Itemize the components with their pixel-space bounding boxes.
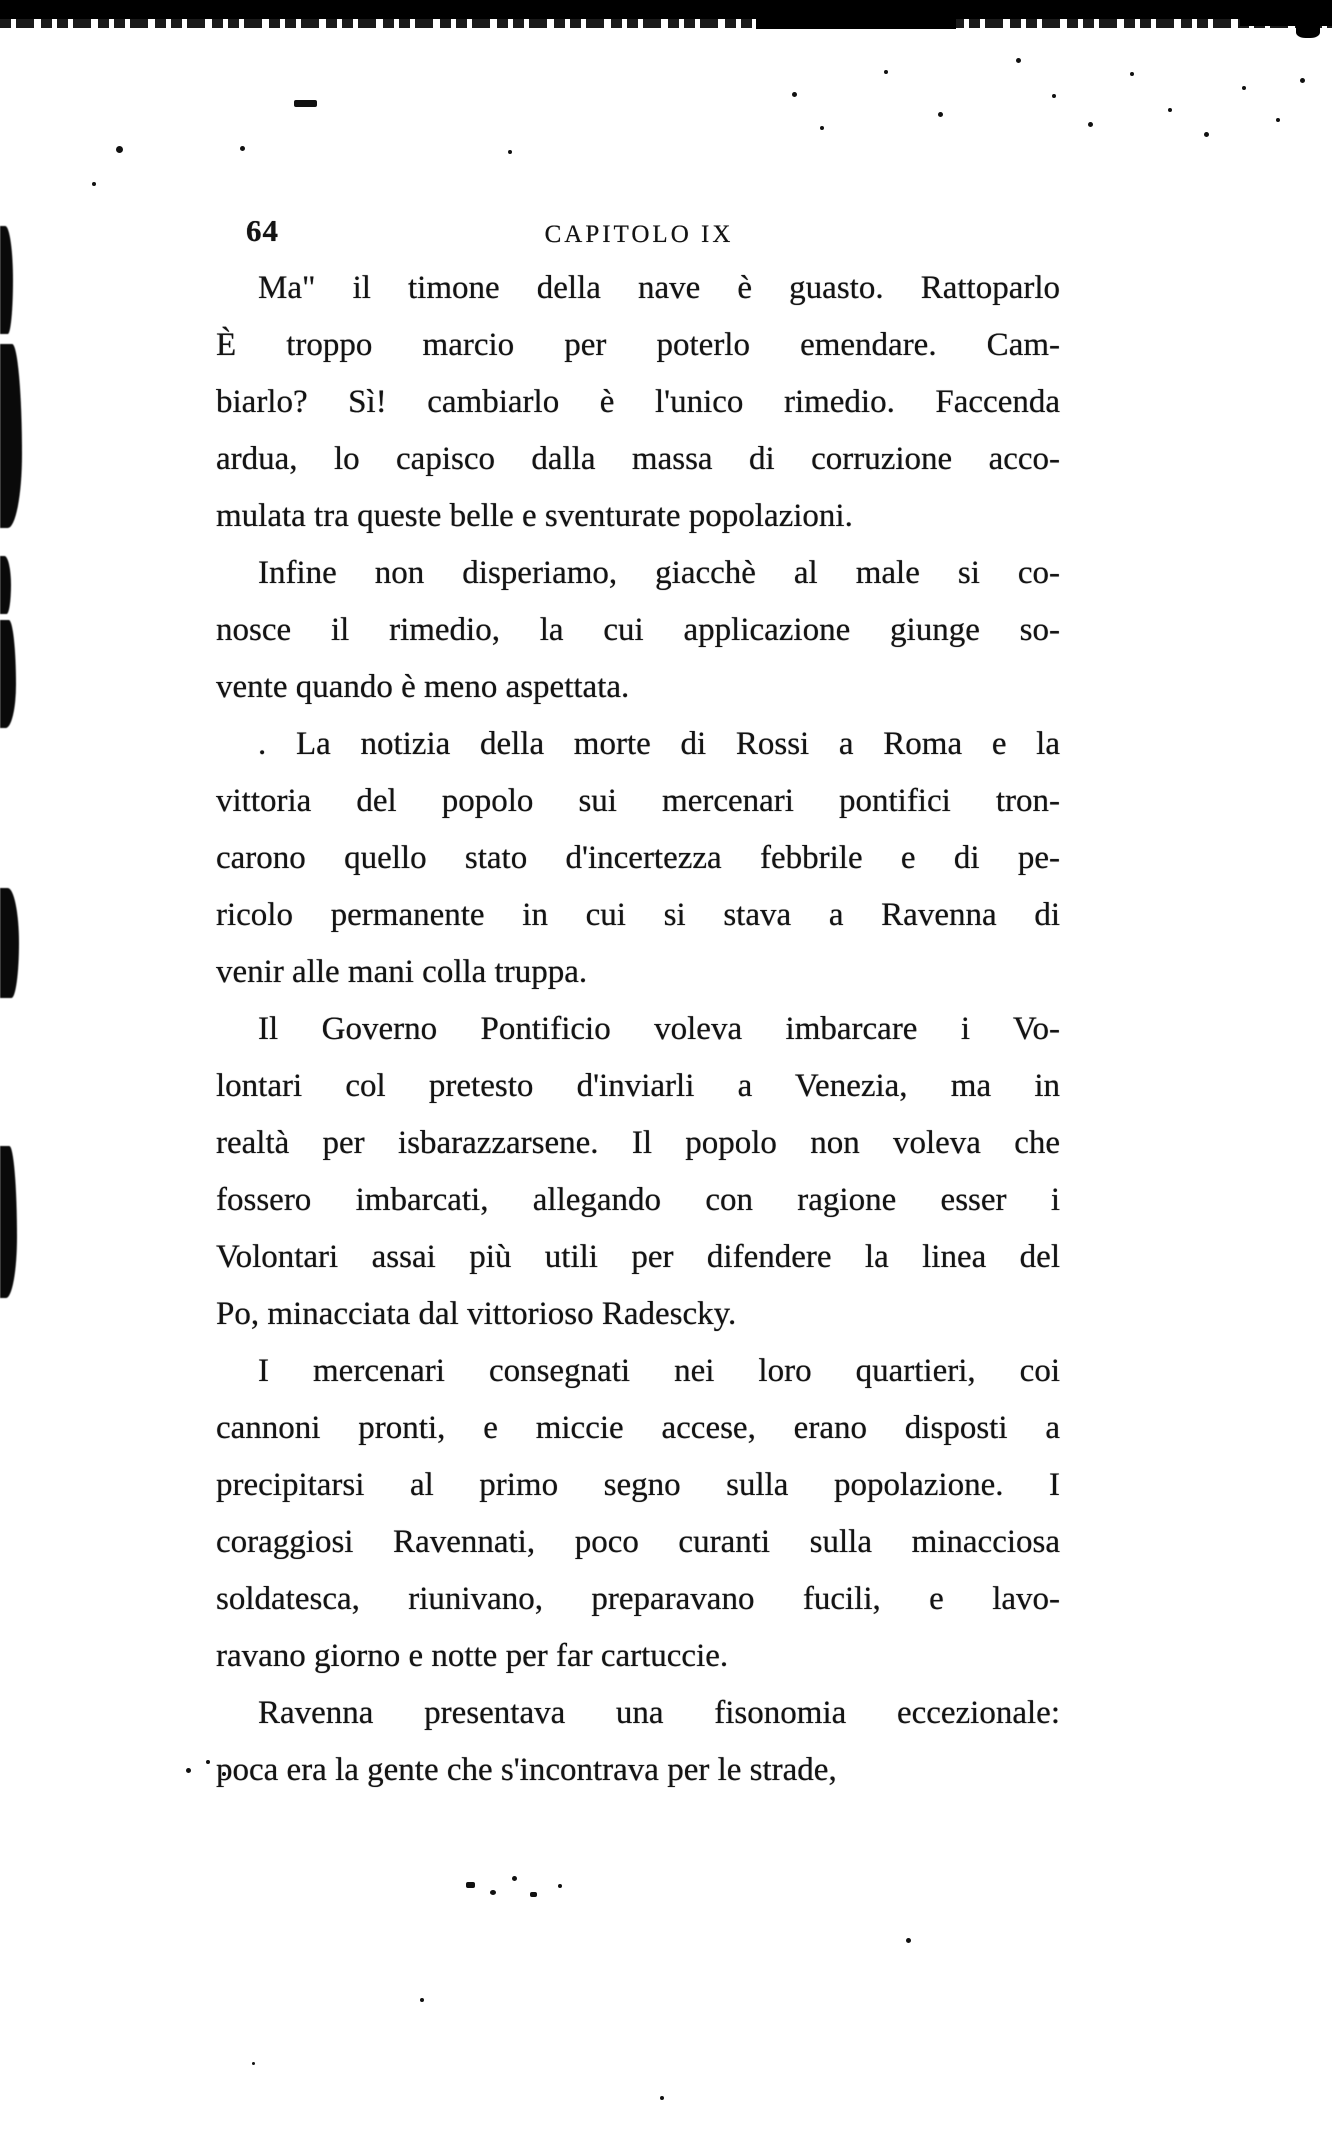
ink-speck (1276, 118, 1280, 122)
ink-speck (252, 2062, 255, 2065)
scan-edge-top (0, 0, 1332, 19)
ink-speck (508, 150, 512, 154)
ink-speck (792, 92, 797, 97)
text-line: biarlo? Sì! cambiarlo è l'unico rimedio. Faccenda (216, 384, 1060, 420)
page-body-text (216, 260, 1060, 1799)
ink-blob (0, 344, 22, 528)
text-line: poca era la gente che s'incontrava per le strade, (216, 1752, 837, 1788)
text-line: Il Governo Pontificio voleva imbarcare i Vo- (258, 1011, 1060, 1047)
ink-blob (0, 1146, 17, 1298)
ink-speck (1204, 132, 1209, 137)
ink-speck (1088, 122, 1093, 127)
text-line: ravano giorno e notte per far cartuccie. (216, 1638, 729, 1674)
ink-blob (0, 620, 16, 728)
ink-speck (1242, 86, 1246, 90)
text-line: realtà per isbarazzarsene. Il popolo non voleva che (216, 1125, 1060, 1161)
ink-speck (116, 146, 123, 153)
ink-speck (1052, 94, 1056, 98)
ink-speck (240, 146, 245, 151)
ink-speck (820, 126, 824, 130)
text-line: precipitarsi al primo segno sulla popolazione. I (216, 1467, 1060, 1503)
ink-speck (92, 182, 96, 186)
ink-speck (294, 100, 317, 107)
ink-speck (420, 1998, 424, 2002)
paragraph (216, 1001, 1060, 1343)
paragraph (216, 1343, 1060, 1685)
ink-speck (938, 112, 943, 117)
scan-edge-bulge (756, 0, 956, 29)
text-line: cannoni pronti, e miccie accese, erano disposti a (216, 1410, 1060, 1446)
paragraph (216, 545, 1060, 716)
page-number: 64 (246, 213, 279, 248)
paragraph (216, 716, 1060, 1001)
ink-speck (906, 1938, 911, 1943)
text-line: mulata tra queste belle e sventurate popolazioni. (216, 498, 853, 534)
text-line: vittoria del popolo sui mercenari pontifici tron- (216, 783, 1060, 819)
ink-speck (1016, 58, 1021, 63)
text-line: soldatesca, riunivano, preparavano fucili, e lavo- (216, 1581, 1060, 1617)
text-line: ricolo permanente in cui si stava a Ravenna di (216, 897, 1060, 933)
paragraph (216, 1685, 1060, 1799)
text-line: coraggiosi Ravennati, poco curanti sulla minacciosa (216, 1524, 1060, 1560)
ink-speck (530, 1892, 537, 1897)
text-line: ardua, lo capisco dalla massa di corruzione acco- (216, 441, 1060, 477)
ink-blob (0, 556, 11, 614)
text-line: fossero imbarcati, allegando con ragione esser i (216, 1182, 1060, 1218)
ink-speck (884, 70, 888, 74)
text-line: . La notizia della morte di Rossi a Roma e la (258, 726, 1060, 762)
ink-speck (660, 2096, 664, 2100)
ink-speck (186, 1768, 191, 1773)
text-line: Ma" il timone della nave è guasto. Rattoparlo (258, 270, 1060, 306)
ink-speck (1168, 108, 1172, 112)
ink-speck (1130, 72, 1134, 76)
ink-speck (490, 1890, 496, 1895)
text-line: nosce il rimedio, la cui applicazione giunge so- (216, 612, 1060, 648)
text-line: carono quello stato d'incertezza febbrile e di pe- (216, 840, 1060, 876)
chapter-heading: CAPITOLO IX (544, 221, 734, 248)
text-line: venir alle mani colla truppa. (216, 954, 588, 990)
text-line: lontari col pretesto d'inviarli a Venezia, ma in (216, 1068, 1060, 1104)
text-line: È troppo marcio per poterlo emendare. Cam- (216, 327, 1060, 363)
ink-speck (1300, 78, 1305, 83)
text-line: Ravenna presentava una fisonomia eccezionale: (258, 1695, 1060, 1731)
ink-speck (206, 1760, 210, 1764)
scan-edge-bulge (1296, 24, 1320, 38)
paragraph (216, 260, 1060, 545)
text-line: Po, minacciata dal vittorioso Radescky. (216, 1296, 737, 1332)
text-line: vente quando è meno aspettata. (216, 669, 630, 705)
ink-speck (512, 1876, 517, 1881)
ink-blob (0, 226, 13, 334)
text-line: Volontari assai più utili per difendere la linea del (216, 1239, 1060, 1275)
text-line: I mercenari consegnati nei loro quartieri, coi (258, 1353, 1060, 1389)
scan-edge-bulge (1240, 0, 1332, 26)
text-line: Infine non disperiamo, giacchè al male si co- (258, 555, 1060, 591)
ink-speck (558, 1884, 562, 1888)
ink-speck (466, 1882, 475, 1888)
ink-blob (0, 888, 19, 998)
